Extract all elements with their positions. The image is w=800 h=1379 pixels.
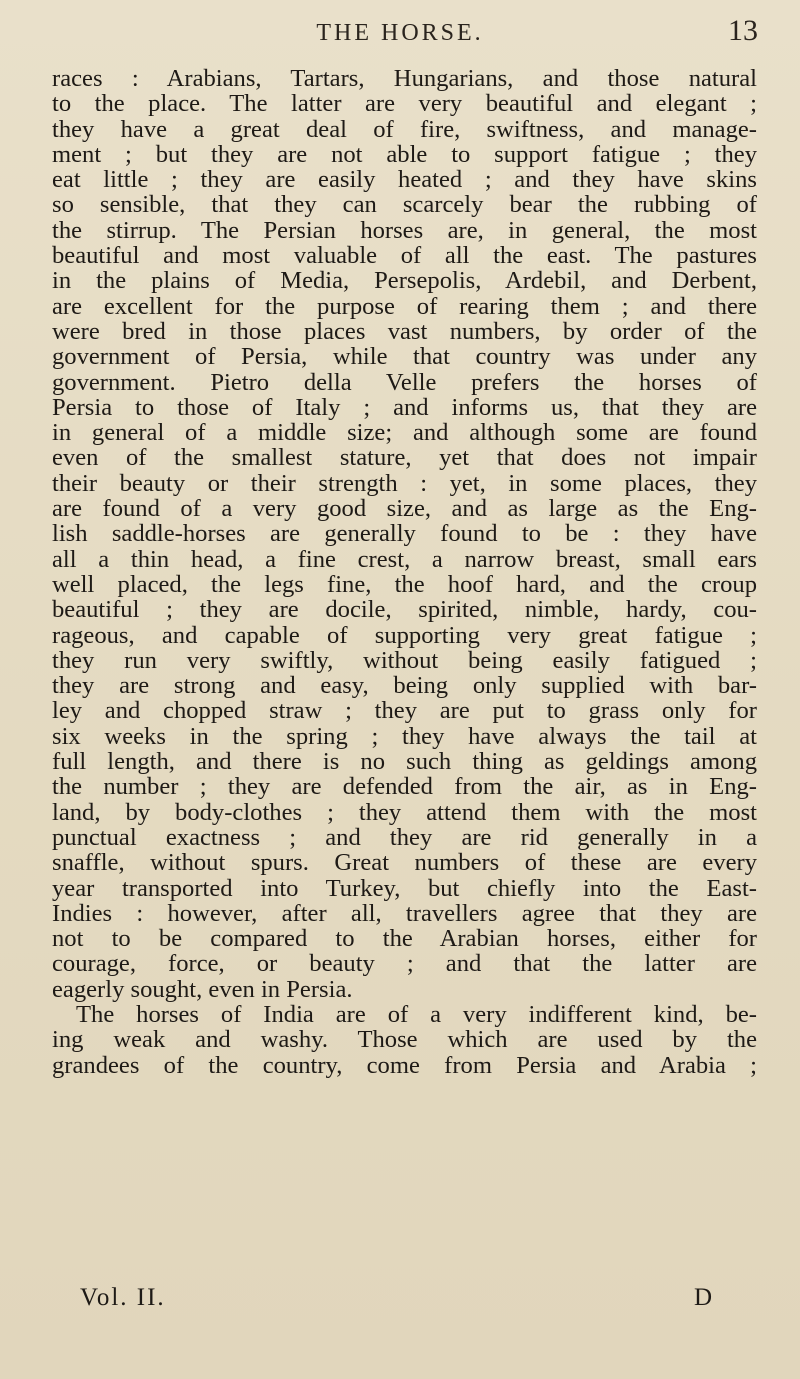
page-header — [0, 14, 800, 54]
text-line: they run very swiftly, without being easily fatigued ; — [52, 646, 757, 674]
text-line: their beauty or their strength : yet, in some places, they — [52, 469, 757, 497]
text-line: are found of a very good size, and as large as the Eng- — [52, 495, 757, 523]
text-line: government of Persia, while that country was under any — [52, 343, 757, 371]
volume-label: Vol. II. — [80, 1284, 166, 1311]
text-line: in the plains of Media, Persepolis, Ardebil, and Derbent, — [52, 267, 757, 295]
text-line: government. Pietro della Velle prefers the horses of — [52, 368, 757, 396]
text-line: are excellent for the purpose of rearing them ; and there — [52, 292, 757, 320]
text-line: not to be compared to the Arabian horses, either for — [52, 925, 757, 953]
text-line: punctual exactness ; and they are rid generally in a — [52, 823, 757, 851]
text-line: beautiful and most valuable of all the east. The pastures — [52, 242, 757, 270]
text-line: full length, and there is no such thing as geldings among — [52, 748, 757, 776]
text-line: to the place. The latter are very beautiful and elegant ; — [52, 90, 757, 118]
text-line: lish saddle-horses are generally found to be : they have — [52, 520, 757, 548]
text-line: the number ; they are defended from the air, as in Eng- — [52, 773, 757, 801]
text-line: in general of a middle size; and although some are found — [52, 419, 757, 447]
text-line: six weeks in the spring ; they have always the tail at — [52, 722, 757, 750]
page-number: 13 — [728, 14, 758, 47]
body-text — [52, 66, 757, 1078]
text-line: were bred in those places vast numbers, by order of the — [52, 317, 757, 345]
text-line: the stirrup. The Persian horses are, in general, the most — [52, 216, 757, 244]
text-line: rageous, and capable of supporting very great fatigue ; — [52, 621, 757, 649]
text-line: they are strong and easy, being only supplied with bar- — [52, 672, 757, 700]
text-line: courage, force, or beauty ; and that the latter are — [52, 950, 757, 978]
text-line: races : Arabians, Tartars, Hungarians, and those natural — [52, 65, 757, 92]
text-line: snaffle, without spurs. Great numbers of these are every — [52, 849, 757, 877]
text-line: ing weak and washy. Those which are used by the — [52, 1026, 757, 1054]
text-line: year transported into Turkey, but chiefly into the East- — [52, 874, 757, 902]
text-line: even of the smallest stature, yet that does not impair — [52, 444, 757, 472]
text-line: so sensible, that they can scarcely bear the rubbing of — [52, 191, 757, 219]
text-line: all a thin head, a fine crest, a narrow breast, small ears — [52, 545, 757, 573]
text-line: they have a great deal of fire, swiftness, and manage- — [52, 115, 757, 143]
running-head: THE HORSE. — [316, 20, 484, 46]
text-line: ment ; but they are not able to support fatigue ; they — [52, 140, 757, 168]
page-footer — [80, 1284, 750, 1314]
text-line: Persia to those of Italy ; and informs us, that they are — [52, 393, 757, 421]
paragraph-start-line: The horses of India are of a very indifferent kind, be- — [76, 1000, 757, 1028]
text-line: ley and chopped straw ; they are put to grass only for — [52, 697, 757, 725]
text-line: grandees of the country, come from Persia and Arabia ; — [52, 1051, 757, 1079]
paragraph-end-line: eagerly sought, even in Persia. — [52, 975, 353, 1003]
text-line: eat little ; they are easily heated ; and they have skins — [52, 166, 757, 194]
text-line: beautiful ; they are docile, spirited, nimble, hardy, cou- — [52, 596, 757, 624]
text-line: Indies : however, after all, travellers agree that they are — [52, 899, 757, 927]
signature-mark: D — [693, 1284, 712, 1311]
text-line: land, by body-clothes ; they attend them with the most — [52, 798, 757, 826]
text-line: well placed, the legs fine, the hoof hard, and the croup — [52, 570, 757, 598]
